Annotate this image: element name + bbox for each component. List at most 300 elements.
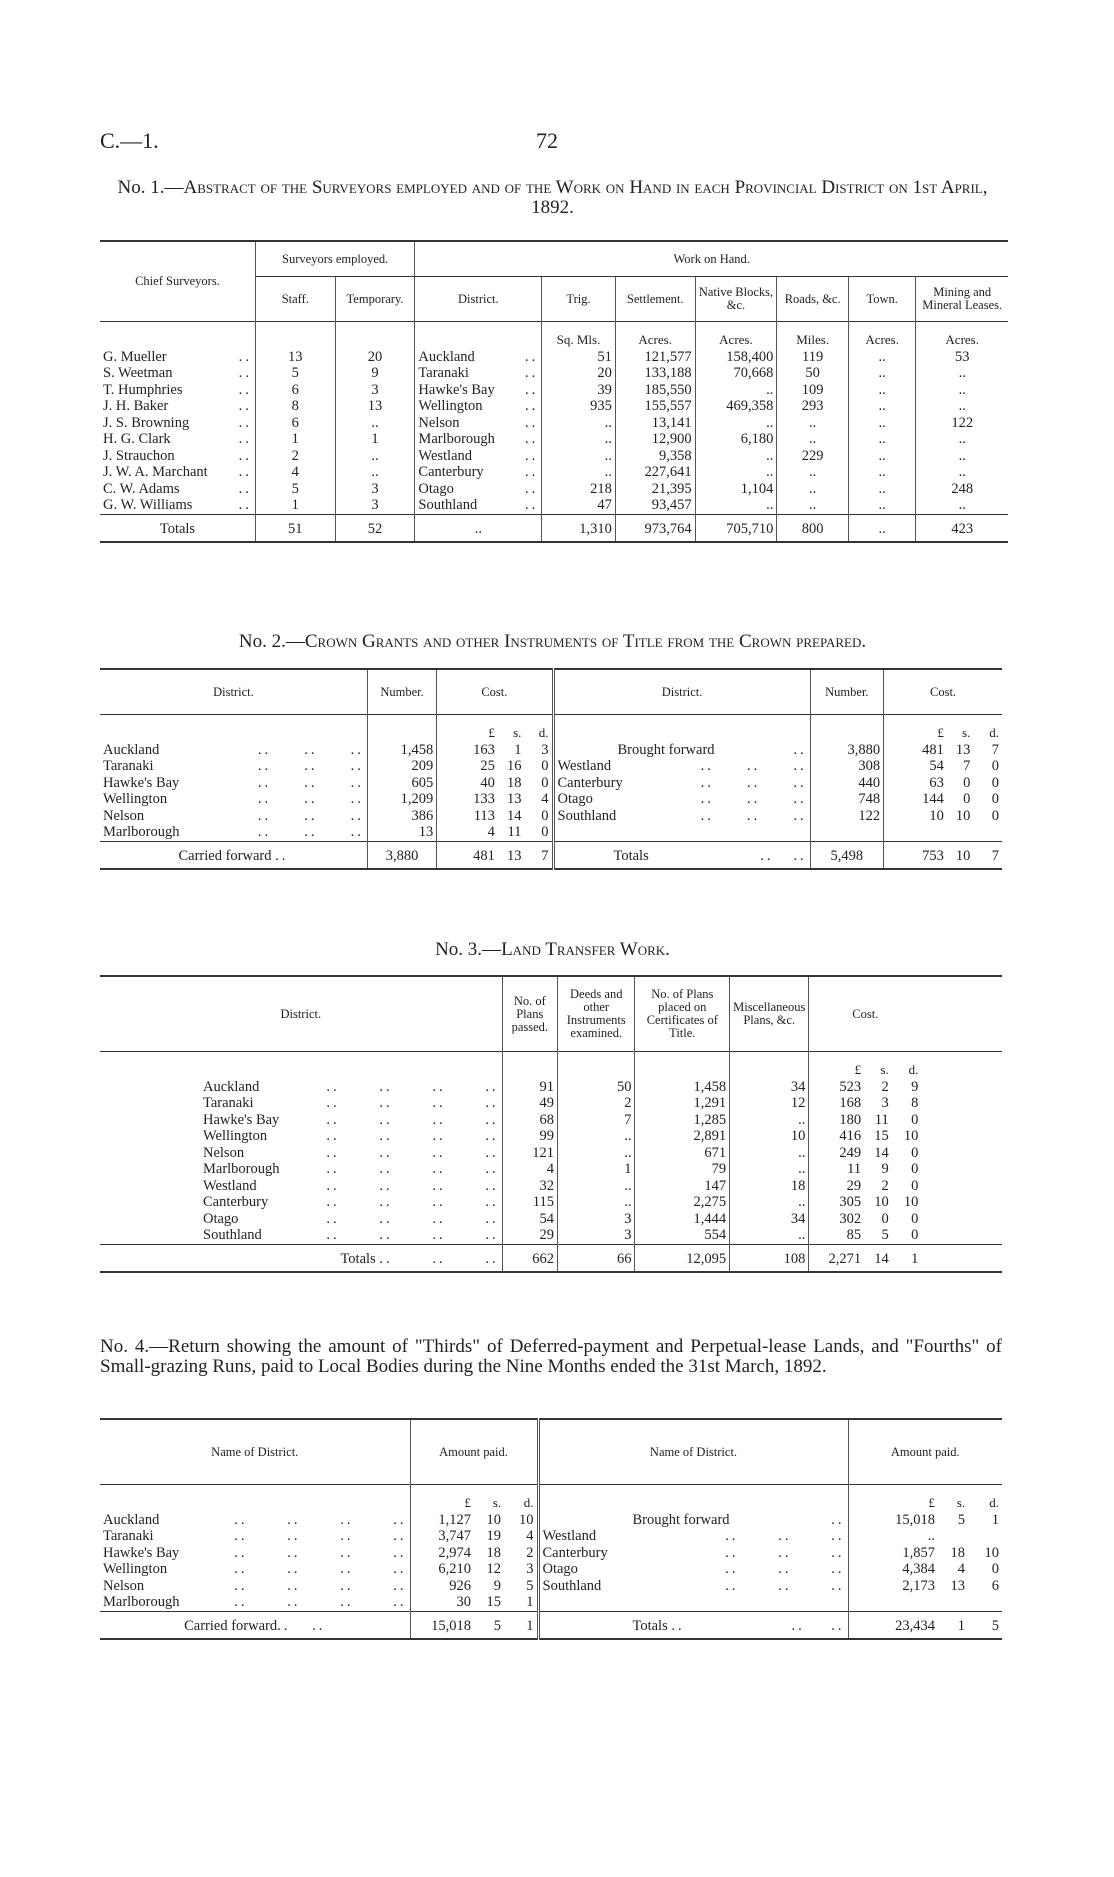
unit-label: Acres.: [916, 322, 1008, 349]
plans-certificates: 1,285: [635, 1112, 730, 1129]
col-plans-certificates: No. of Plans placed on Certificates of Title.: [635, 976, 730, 1052]
settlement-value: 93,457: [615, 497, 695, 514]
cost-pounds: 416: [809, 1128, 864, 1145]
district-name: Wellington ..: [415, 398, 542, 415]
table-row: [100, 415, 1008, 432]
town-value: ..: [848, 464, 915, 481]
cost-pence: 0: [911, 1161, 919, 1177]
amount-pounds: 6,210: [410, 1561, 474, 1578]
temporary-count: ..: [335, 448, 415, 465]
total-cell: 7: [541, 847, 549, 864]
total-cell: 51: [255, 514, 335, 542]
amount-shillings: [938, 1528, 968, 1545]
plans-passed: 32: [502, 1178, 557, 1195]
pound-label: £: [437, 715, 498, 742]
plans-passed: 4: [502, 1161, 557, 1178]
amount-pounds: 2,173: [848, 1578, 938, 1595]
col-mining: Mining and Mineral Leases.: [916, 277, 1008, 322]
cost-pounds: 63: [884, 775, 947, 792]
group-surveyors-employed: Surveyors employed.: [255, 241, 415, 277]
district-name: Southland ..: [415, 497, 542, 514]
district-name: Westland .. .. ..: [538, 1528, 848, 1545]
amount-pounds: 1,127: [410, 1512, 474, 1529]
town-value: ..: [848, 382, 915, 399]
district-name: Taranaki .. .. .. ..: [203, 1095, 499, 1111]
table-row: [100, 497, 1008, 514]
plans-passed: 99: [502, 1128, 557, 1145]
misc-plans: ..: [730, 1145, 809, 1162]
district-name: Wellington .. .. .. ..: [203, 1128, 499, 1144]
col-amount-paid: Amount paid.: [410, 1419, 538, 1485]
page-number: 72: [536, 128, 558, 153]
table2-title-text: Crown Grants and other Instruments of Title from the Crown prepared.: [304, 631, 867, 652]
total-cell: ..: [415, 514, 542, 542]
trig-value: 47: [542, 497, 616, 514]
shilling-label: s.: [513, 725, 522, 740]
amount-shillings: 12: [486, 1561, 501, 1577]
amount-pounds: 3,747: [410, 1528, 474, 1545]
staff-count: 6: [255, 382, 335, 399]
cost-pounds: 133: [437, 791, 498, 808]
cost-pounds: 481: [884, 742, 947, 759]
district-name: Southland .. .. .. ..: [203, 1227, 499, 1243]
deeds-examined: ..: [558, 1194, 635, 1211]
amount-pounds: 926: [410, 1578, 474, 1595]
district-name: Otago .. .. ..: [538, 1561, 848, 1578]
plans-passed: 91: [502, 1079, 557, 1096]
town-value: ..: [848, 497, 915, 514]
table-row: [100, 1095, 1002, 1112]
district-name: Auckland ..: [415, 349, 542, 366]
district-name: Southland .. .. ..: [553, 808, 810, 825]
total-cell: 1: [526, 1617, 534, 1634]
district-name: Auckland .. .. .. ..: [103, 1511, 407, 1528]
district-name: Taranaki .. .. ..: [103, 758, 364, 774]
native-blocks-value: ..: [695, 497, 777, 514]
native-blocks-value: ..: [695, 448, 777, 465]
table-row: [100, 1112, 1002, 1129]
misc-plans: ..: [730, 1112, 809, 1129]
amount-pounds: 15,018: [848, 1512, 938, 1529]
surveyor-name: G. W. Williams ..: [103, 497, 252, 513]
plans-passed: 29: [502, 1227, 557, 1244]
total-cell: 23,434: [848, 1611, 938, 1639]
town-value: ..: [848, 349, 915, 366]
amount-pounds: ..: [848, 1528, 938, 1545]
col-district: District.: [553, 669, 810, 715]
temporary-count: 1: [335, 431, 415, 448]
total-cell: 14: [874, 1250, 889, 1267]
col-amount-paid: Amount paid.: [848, 1419, 1002, 1485]
plans-passed: 68: [502, 1112, 557, 1129]
total-cell: 13: [506, 847, 522, 864]
unit-label: Acres.: [615, 322, 695, 349]
district-name: Canterbury .. .. ..: [553, 775, 810, 792]
district-name: Marlborough .. .. .. ..: [203, 1161, 499, 1177]
col-deeds-examined: Deeds and other Instruments examined.: [558, 976, 635, 1052]
mining-value: ..: [916, 382, 1008, 399]
cost-shillings: 0: [963, 774, 971, 791]
number-value: 440: [810, 775, 883, 792]
amount-shillings: 18: [486, 1544, 501, 1561]
totals-label: Totals .. .. ..: [340, 1250, 499, 1267]
surveyor-name: J. S. Browning ..: [103, 414, 252, 431]
total-cell: 7: [991, 847, 999, 864]
staff-count: 1: [255, 431, 335, 448]
district-name: Westland .. .. ..: [553, 758, 810, 775]
table-row: [100, 791, 1002, 808]
district-name: Westland ..: [415, 448, 542, 465]
native-blocks-value: 6,180: [695, 431, 777, 448]
table-row: [100, 824, 1002, 841]
cost-pence: 10: [903, 1128, 919, 1144]
district-name: Southland .. .. ..: [538, 1578, 848, 1595]
settlement-value: 13,141: [615, 415, 695, 432]
settlement-value: 9,358: [615, 448, 695, 465]
surveyor-name: T. Humphries ..: [103, 381, 252, 398]
native-blocks-value: 158,400: [695, 349, 777, 366]
cost-pounds: 25: [437, 758, 498, 775]
deeds-examined: ..: [558, 1178, 635, 1195]
staff-count: 5: [255, 481, 335, 498]
table-row: [100, 1561, 1002, 1578]
cost-shillings: 1: [514, 741, 522, 758]
staff-count: 5: [255, 365, 335, 382]
cost-pence: 0: [911, 1144, 919, 1161]
number-value: 13: [367, 824, 436, 841]
amount-pence: 1: [526, 1594, 534, 1610]
trig-value: 39: [542, 382, 616, 399]
staff-count: 4: [255, 464, 335, 481]
col-cost: Cost.: [884, 669, 1002, 715]
district-name: Nelson .. .. ..: [103, 807, 364, 824]
native-blocks-value: 70,668: [695, 365, 777, 382]
amount-pounds: 1,857: [848, 1545, 938, 1562]
cost-pence: 0: [991, 774, 999, 791]
plans-passed: 115: [502, 1194, 557, 1211]
total-cell: 52: [335, 514, 415, 542]
district-name: Westland .. .. .. ..: [203, 1177, 499, 1194]
pound-label: £: [848, 1485, 938, 1512]
shilling-label: s.: [880, 1062, 889, 1077]
district-name: Hawke's Bay .. .. .. ..: [203, 1111, 499, 1128]
district-name: Auckland .. .. ..: [103, 741, 364, 758]
total-cell: 5,498: [810, 841, 883, 869]
mining-value: ..: [916, 464, 1008, 481]
district-name: Otago .. .. .. ..: [203, 1210, 499, 1227]
col-district-name: Name of District.: [538, 1419, 848, 1485]
cost-shillings: 15: [874, 1128, 889, 1144]
number-value: 1,458: [367, 742, 436, 759]
amount-pounds: 30: [410, 1594, 474, 1611]
page-ref: C.—1.: [100, 128, 159, 153]
table-row: [100, 742, 1002, 759]
plans-certificates: 1,291: [635, 1095, 730, 1112]
district-name: Taranaki .. .. .. ..: [103, 1528, 407, 1544]
surveyor-name: J. H. Baker ..: [103, 398, 252, 414]
table-row: [100, 1178, 1002, 1195]
roads-value: 229: [777, 448, 849, 465]
temporary-count: 3: [335, 382, 415, 399]
plans-passed: 121: [502, 1145, 557, 1162]
col-temporary: Temporary.: [335, 277, 415, 322]
table-total-row: [100, 1611, 1002, 1639]
amount-pence: 6: [991, 1577, 999, 1594]
deeds-examined: 3: [558, 1211, 635, 1228]
amount-pence: 1: [991, 1511, 999, 1528]
district-name: Brought forward ..: [538, 1512, 848, 1529]
cost-pence: 0: [541, 807, 549, 824]
totals-label: Totals .. .. ..: [538, 1611, 848, 1639]
col-misc-plans: Miscellaneous Plans, &c.: [730, 976, 809, 1052]
col-chief-surveyors: Chief Surveyors.: [135, 274, 220, 288]
table1-title-text: Abstract of the Surveyors employed and of the Work on Hand in each Provincial District on 1st April, 1892.: [183, 177, 988, 218]
settlement-value: 155,557: [615, 398, 695, 415]
total-cell: 2,271: [809, 1244, 864, 1272]
table-row: [100, 481, 1008, 498]
cost-shillings: 11: [507, 824, 522, 840]
roads-value: 119: [777, 349, 849, 366]
district-name: Brought forward ..: [553, 742, 810, 759]
misc-plans: ..: [730, 1161, 809, 1178]
surveyors-table: [100, 240, 1008, 543]
district-name: Canterbury .. .. ..: [538, 1545, 848, 1562]
col-trig: Trig.: [542, 277, 616, 322]
district-name: Nelson .. .. .. ..: [103, 1577, 407, 1594]
amount-shillings: 15: [486, 1594, 501, 1610]
roads-value: ..: [777, 431, 849, 448]
deeds-examined: 50: [558, 1079, 635, 1096]
roads-value: ..: [777, 481, 849, 498]
cost-pence: 0: [911, 1210, 919, 1227]
town-value: ..: [848, 481, 915, 498]
pound-label: £: [884, 715, 947, 742]
col-staff: Staff.: [255, 277, 335, 322]
temporary-count: 20: [335, 349, 415, 366]
cost-shillings: 18: [506, 774, 522, 791]
amount-shillings: 19: [486, 1528, 501, 1544]
mining-value: 53: [916, 349, 1008, 366]
town-value: ..: [848, 365, 915, 382]
pence-label: d.: [908, 1062, 919, 1077]
cost-shillings: 10: [955, 807, 971, 824]
pence-label: d.: [989, 1495, 999, 1510]
pound-label: £: [809, 1052, 864, 1079]
district-name: Wellington .. .. .. ..: [103, 1561, 407, 1577]
surveyor-name: J. Strauchon ..: [103, 447, 252, 464]
district-name: Canterbury .. .. .. ..: [203, 1194, 499, 1210]
table-row: [100, 1194, 1002, 1211]
misc-plans: 12: [730, 1095, 809, 1112]
temporary-count: ..: [335, 464, 415, 481]
deeds-examined: ..: [558, 1145, 635, 1162]
settlement-value: 185,550: [615, 382, 695, 399]
town-value: ..: [848, 448, 915, 465]
table-row: [100, 1161, 1002, 1178]
district-name: Otago .. .. ..: [553, 791, 810, 808]
settlement-value: 12,900: [615, 431, 695, 448]
district-name: Marlborough ..: [415, 431, 542, 448]
roads-value: 293: [777, 398, 849, 415]
total-cell: 10: [955, 847, 971, 864]
total-cell: 108: [730, 1244, 809, 1272]
cost-pence: 0: [911, 1177, 919, 1194]
total-cell: 5: [991, 1617, 999, 1634]
col-roads: Roads, &c.: [777, 277, 849, 322]
cost-pence: 0: [541, 824, 549, 840]
cost-pence: 7: [991, 741, 999, 758]
pence-label: d.: [989, 725, 999, 740]
table2-title: [100, 632, 1005, 652]
totals-label: Totals .. ..: [553, 841, 810, 869]
col-district: District.: [415, 277, 542, 322]
pence-label: d.: [538, 725, 549, 740]
pence-label: d.: [523, 1495, 534, 1510]
cost-shillings: 5: [881, 1227, 889, 1243]
staff-count: 1: [255, 497, 335, 514]
mining-value: ..: [916, 431, 1008, 448]
table-row: [100, 382, 1008, 399]
cost-pence: 0: [541, 774, 549, 791]
plans-passed: 49: [502, 1095, 557, 1112]
cost-pounds: 29: [809, 1178, 864, 1195]
cost-shillings: 10: [874, 1194, 889, 1210]
cost-pence: 8: [911, 1095, 919, 1111]
cost-shillings: 0: [881, 1210, 889, 1227]
district-name: Nelson ..: [415, 415, 542, 432]
total-cell: ..: [848, 514, 915, 542]
shilling-label: s.: [492, 1495, 501, 1510]
district-name: Otago ..: [415, 481, 542, 498]
number-value: 308: [810, 758, 883, 775]
trig-value: ..: [542, 464, 616, 481]
table-total-row: [100, 841, 1002, 869]
cost-pounds: 113: [437, 808, 498, 825]
total-cell: 12,095: [635, 1244, 730, 1272]
plans-certificates: 2,891: [635, 1128, 730, 1145]
table-total-row: [100, 1244, 1002, 1272]
total-cell: 1,310: [542, 514, 616, 542]
table-row: [100, 1227, 1002, 1244]
mining-value: ..: [916, 448, 1008, 465]
trig-value: ..: [542, 431, 616, 448]
cost-pounds: 180: [809, 1112, 864, 1129]
cost-shillings: 16: [506, 758, 522, 774]
cost-shillings: 14: [874, 1144, 889, 1161]
table1-title-prefix: No. 1.—: [117, 177, 184, 198]
surveyor-name: J. W. A. Marchant ..: [103, 464, 252, 480]
total-cell: 5: [493, 1617, 501, 1634]
table1-title: [100, 178, 1005, 218]
trig-value: 218: [542, 481, 616, 498]
misc-plans: 34: [730, 1211, 809, 1228]
table-row: [100, 758, 1002, 775]
temporary-count: 9: [335, 365, 415, 382]
amount-pounds: 4,384: [848, 1561, 938, 1578]
table-row: [100, 1594, 1002, 1611]
amount-shillings: 4: [957, 1561, 965, 1577]
cost-pounds: 305: [809, 1194, 864, 1211]
table4-title-text: Return showing the amount of "Thirds" of Deferred-payment and Perpetual-lease Lands, and "Fourths" of Small-grazing Runs, paid to Local Bodies during the Nine Months ended the 31st March, 1892.: [100, 1336, 1002, 1377]
amount-pence: 5: [526, 1577, 534, 1594]
settlement-value: 133,188: [615, 365, 695, 382]
plans-certificates: 2,275: [635, 1194, 730, 1211]
cost-shillings: 2: [881, 1177, 889, 1194]
native-blocks-value: ..: [695, 415, 777, 432]
number-value: 3,880: [810, 742, 883, 759]
number-value: 386: [367, 808, 436, 825]
table4-title-prefix: No. 4.—: [100, 1336, 169, 1357]
trig-value: 51: [542, 349, 616, 366]
number-value: 748: [810, 791, 883, 808]
total-cell: 481: [437, 841, 498, 869]
number-value: 122: [810, 808, 883, 825]
amount-pence: 3: [526, 1561, 534, 1577]
col-number: Number.: [367, 669, 436, 715]
table2-title-prefix: No. 2.—: [238, 631, 305, 652]
cost-pounds: 11: [809, 1161, 864, 1178]
settlement-value: 21,395: [615, 481, 695, 498]
deeds-examined: 7: [558, 1112, 635, 1129]
unit-label: Sq. Mls.: [542, 322, 616, 349]
mining-value: 122: [916, 415, 1008, 432]
crown-grants-table: [100, 668, 1002, 870]
cost-pence: 9: [911, 1078, 919, 1095]
cost-pence: 0: [911, 1111, 919, 1128]
table-row: [100, 1512, 1002, 1529]
col-town: Town.: [848, 277, 915, 322]
shilling-label: s.: [962, 725, 971, 740]
district-name: Auckland .. .. .. ..: [203, 1078, 499, 1095]
amount-pence: 0: [991, 1561, 999, 1577]
amount-pounds: 2,974: [410, 1545, 474, 1562]
native-blocks-value: ..: [695, 464, 777, 481]
table-row: [100, 448, 1008, 465]
plans-certificates: 1,444: [635, 1211, 730, 1228]
town-value: ..: [848, 398, 915, 415]
roads-value: 109: [777, 382, 849, 399]
table4-title: [100, 1337, 1002, 1377]
number-value: 209: [367, 758, 436, 775]
table-row: [100, 1211, 1002, 1228]
plans-certificates: 671: [635, 1145, 730, 1162]
table-row: [100, 1545, 1002, 1562]
amount-shillings: 9: [493, 1577, 501, 1594]
trig-value: ..: [542, 448, 616, 465]
native-blocks-value: ..: [695, 382, 777, 399]
total-cell: 15,018: [410, 1611, 474, 1639]
col-district: District.: [280, 1006, 322, 1021]
table-row: [100, 1145, 1002, 1162]
mining-value: ..: [916, 497, 1008, 514]
col-settlement: Settlement.: [615, 277, 695, 322]
cost-shillings: 0: [963, 791, 971, 807]
table3-title-prefix: No. 3.—: [435, 939, 502, 960]
district-name: Marlborough .. .. .. ..: [103, 1594, 407, 1610]
cost-pounds: 163: [437, 742, 498, 759]
cost-pence: 10: [903, 1194, 919, 1210]
cost-pounds: 10: [884, 808, 947, 825]
district-name: Wellington .. .. ..: [103, 791, 364, 807]
table-row: [100, 464, 1008, 481]
amount-pence: 10: [984, 1544, 999, 1561]
misc-plans: ..: [730, 1227, 809, 1244]
staff-count: 13: [255, 349, 335, 366]
temporary-count: 3: [335, 481, 415, 498]
total-cell: 800: [777, 514, 849, 542]
total-cell: 662: [502, 1244, 557, 1272]
roads-value: 50: [777, 365, 849, 382]
